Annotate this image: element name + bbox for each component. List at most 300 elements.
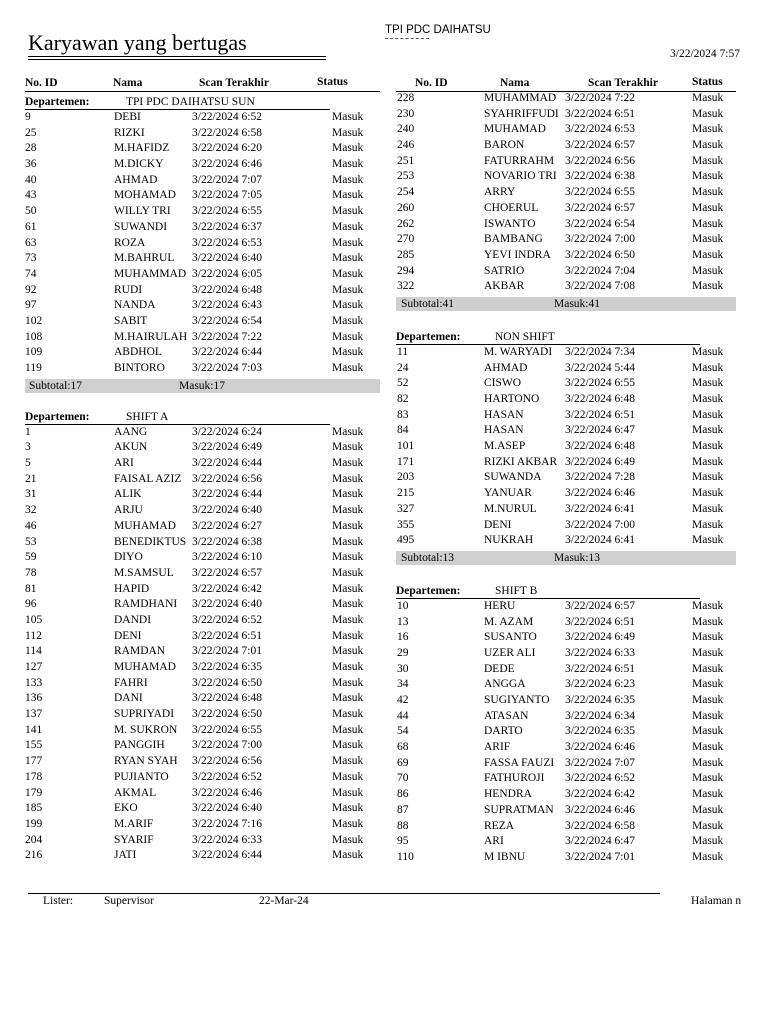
cell-scan-time: 3/22/2024 6:52 bbox=[192, 770, 262, 783]
cell-status: Masuk bbox=[332, 252, 364, 265]
cell-scan-time: 3/22/2024 6:57 bbox=[192, 566, 262, 579]
cell-name: MUHAMAD bbox=[114, 519, 176, 532]
cell-name: SYAHRIFFUDI bbox=[484, 107, 559, 120]
table-row bbox=[25, 786, 380, 802]
cell-name: SUWANDI bbox=[114, 220, 168, 233]
cell-name: HARTONO bbox=[484, 393, 540, 405]
table-row bbox=[396, 486, 736, 502]
cell-id: 87 bbox=[397, 803, 409, 816]
cell-status: Masuk bbox=[332, 582, 364, 595]
table-row bbox=[25, 582, 380, 598]
cell-name: AKBAR bbox=[484, 280, 525, 293]
cell-status: Masuk bbox=[332, 692, 364, 705]
cell-id: 127 bbox=[25, 661, 43, 673]
cell-name: AKUN bbox=[114, 441, 148, 454]
cell-name: ATASAN bbox=[484, 709, 529, 722]
cell-name: AHMAD bbox=[484, 361, 528, 374]
cell-scan-time: 3/22/2024 6:57 bbox=[565, 139, 635, 152]
cell-name: HENDRA bbox=[484, 788, 532, 801]
cell-id: 28 bbox=[25, 142, 37, 155]
table-row bbox=[25, 754, 380, 770]
table-row bbox=[25, 770, 380, 786]
cell-id: 110 bbox=[397, 850, 414, 863]
cell-id: 10 bbox=[397, 599, 409, 612]
cell-status: Masuk bbox=[332, 205, 364, 218]
cell-name: ARRY bbox=[484, 186, 516, 199]
cell-status: Masuk bbox=[692, 440, 724, 453]
cell-status: Masuk bbox=[332, 519, 364, 532]
col-header-id: No. ID bbox=[415, 77, 448, 89]
footer-date: 22-Mar-24 bbox=[259, 895, 309, 907]
cell-status: Masuk bbox=[332, 158, 364, 171]
table-row bbox=[25, 738, 380, 754]
department-header bbox=[25, 409, 380, 425]
cell-status: Masuk bbox=[692, 345, 724, 358]
cell-id: 73 bbox=[25, 252, 37, 265]
cell-status: Masuk bbox=[692, 139, 724, 152]
cell-status: Masuk bbox=[692, 741, 724, 754]
department-section bbox=[396, 583, 736, 866]
cell-name: ARI bbox=[114, 457, 134, 470]
cell-scan-time: 3/22/2024 7:04 bbox=[565, 264, 635, 277]
table-row bbox=[396, 455, 736, 471]
department-label: Departemen: bbox=[25, 96, 90, 108]
cell-status: Masuk bbox=[332, 504, 364, 517]
cell-name: ARIF bbox=[484, 741, 511, 754]
cell-id: 1 bbox=[25, 425, 31, 438]
cell-name: BINTORO bbox=[114, 362, 165, 374]
cell-name: SUWANDA bbox=[484, 471, 542, 484]
cell-scan-time: 3/22/2024 6:51 bbox=[192, 629, 262, 642]
cell-id: 114 bbox=[25, 645, 42, 658]
cell-id: 327 bbox=[397, 502, 415, 515]
cell-scan-time: 3/22/2024 6:44 bbox=[192, 457, 262, 470]
cell-id: 52 bbox=[397, 377, 409, 390]
cell-scan-time: 3/22/2024 6:33 bbox=[192, 833, 262, 846]
cell-name: MUHAMAD bbox=[484, 123, 546, 136]
cell-name: YANUAR bbox=[484, 487, 532, 500]
department-label: Departemen: bbox=[25, 410, 90, 423]
cell-name: RAMDHANI bbox=[114, 598, 178, 611]
cell-status: Masuk bbox=[692, 471, 724, 484]
cell-status: Masuk bbox=[692, 154, 724, 167]
department-label: Departemen: bbox=[396, 584, 461, 597]
table-row bbox=[25, 676, 380, 692]
company-underline bbox=[385, 38, 429, 39]
cell-scan-time: 3/22/2024 6:46 bbox=[192, 786, 262, 799]
cell-id: 171 bbox=[397, 455, 415, 468]
cell-scan-time: 3/22/2024 6:58 bbox=[565, 819, 635, 832]
cell-status: Masuk bbox=[692, 709, 724, 722]
cell-id: 54 bbox=[397, 725, 409, 738]
table-row bbox=[396, 533, 736, 549]
cell-name: SATRIO bbox=[484, 264, 525, 277]
cell-id: 133 bbox=[25, 676, 43, 689]
cell-name: ABDHOL bbox=[114, 346, 162, 359]
cell-id: 253 bbox=[397, 170, 415, 183]
department-header bbox=[25, 94, 380, 110]
department-section bbox=[25, 94, 380, 393]
cell-status: Masuk bbox=[692, 280, 724, 293]
cell-status: Masuk bbox=[332, 708, 364, 721]
cell-status: Masuk bbox=[692, 170, 724, 183]
table-row bbox=[396, 819, 736, 835]
cell-name: MOHAMAD bbox=[114, 189, 176, 202]
table-row bbox=[396, 361, 736, 377]
cell-name: RAMDAN bbox=[114, 645, 166, 658]
cell-id: 215 bbox=[397, 487, 415, 500]
table-row bbox=[25, 330, 380, 346]
cell-id: 21 bbox=[25, 472, 37, 485]
cell-scan-time: 3/22/2024 6:38 bbox=[565, 170, 635, 183]
cell-scan-time: 3/22/2024 6:46 bbox=[565, 803, 635, 816]
cell-status: Masuk bbox=[692, 248, 724, 261]
table-row bbox=[396, 693, 736, 709]
cell-name: M IBNU bbox=[484, 850, 526, 863]
cell-name: M.DICKY bbox=[114, 158, 164, 171]
cell-id: 136 bbox=[25, 692, 43, 705]
cell-status: Masuk bbox=[692, 534, 724, 547]
table-row bbox=[25, 566, 380, 582]
cell-id: 68 bbox=[397, 741, 409, 754]
department-name: SHIFT B bbox=[495, 584, 538, 597]
cell-name: YEVI INDRA bbox=[484, 248, 551, 261]
col-header-scan: Scan Terakhir bbox=[199, 77, 269, 89]
cell-status: Masuk bbox=[332, 755, 364, 768]
cell-scan-time: 3/22/2024 7:16 bbox=[192, 817, 262, 830]
table-row bbox=[25, 220, 380, 236]
table-row bbox=[396, 518, 736, 534]
cell-scan-time: 3/22/2024 6:40 bbox=[192, 252, 262, 265]
cell-status: Masuk bbox=[692, 518, 724, 531]
cell-name: SUPRIYADI bbox=[114, 708, 175, 721]
cell-id: 178 bbox=[25, 770, 43, 783]
cell-id: 82 bbox=[397, 393, 409, 405]
cell-id: 96 bbox=[25, 598, 37, 611]
cell-scan-time: 3/22/2024 5:44 bbox=[565, 361, 635, 374]
cell-scan-time: 3/22/2024 7:22 bbox=[565, 92, 635, 104]
cell-name: ARI bbox=[484, 835, 504, 848]
cell-scan-time: 3/22/2024 6:47 bbox=[565, 424, 635, 437]
cell-name: M.BAHRUL bbox=[114, 252, 175, 265]
cell-scan-time: 3/22/2024 6:46 bbox=[565, 487, 635, 500]
cell-scan-time: 3/22/2024 6:54 bbox=[565, 217, 635, 230]
table-row bbox=[25, 204, 380, 220]
table-row bbox=[396, 787, 736, 803]
cell-name: M.HAIRULAH bbox=[114, 330, 188, 343]
cell-name: DENI bbox=[484, 518, 512, 531]
cell-id: 495 bbox=[397, 534, 415, 547]
cell-scan-time: 3/22/2024 6:37 bbox=[192, 220, 262, 233]
cell-name: ARJU bbox=[114, 504, 143, 517]
department-name: TPI PDC DAIHATSU SUN bbox=[126, 96, 255, 108]
table-row bbox=[396, 771, 736, 787]
cell-id: 13 bbox=[397, 615, 409, 628]
cell-name: SUPRATMAN bbox=[484, 803, 554, 816]
table-row bbox=[396, 232, 736, 248]
cell-id: 42 bbox=[397, 694, 409, 706]
cell-scan-time: 3/22/2024 6:42 bbox=[565, 788, 635, 801]
cell-scan-time: 3/22/2024 6:35 bbox=[565, 694, 635, 706]
cell-name: MUHAMAD bbox=[114, 661, 176, 673]
cell-name: DENI bbox=[114, 629, 142, 642]
table-row bbox=[25, 691, 380, 707]
cell-id: 204 bbox=[25, 833, 43, 846]
table-row bbox=[396, 439, 736, 455]
cell-status: Masuk bbox=[332, 173, 364, 186]
cell-status: Masuk bbox=[692, 233, 724, 246]
cell-scan-time: 3/22/2024 6:56 bbox=[192, 472, 262, 485]
table-row bbox=[25, 188, 380, 204]
subtotal-bar bbox=[25, 379, 380, 393]
table-row bbox=[25, 660, 380, 676]
department-name: NON SHIFT bbox=[495, 330, 555, 343]
cell-status: Masuk bbox=[692, 725, 724, 738]
cell-status: Masuk bbox=[692, 615, 724, 628]
company-name: TPI PDC DAIHATSU bbox=[385, 24, 491, 36]
cell-scan-time: 3/22/2024 6:51 bbox=[565, 662, 635, 675]
cell-status: Masuk bbox=[692, 123, 724, 136]
cell-name: NUKRAH bbox=[484, 534, 534, 547]
cell-id: 97 bbox=[25, 299, 37, 312]
cell-status: Masuk bbox=[332, 425, 364, 438]
cell-name: EKO bbox=[114, 802, 138, 815]
cell-id: 9 bbox=[25, 111, 31, 123]
cell-scan-time: 3/22/2024 6:40 bbox=[192, 504, 262, 517]
cell-name: DANDI bbox=[114, 613, 152, 626]
cell-id: 31 bbox=[25, 488, 37, 501]
cell-status: Masuk bbox=[692, 850, 724, 863]
cell-id: 109 bbox=[25, 346, 43, 359]
cell-status: Masuk bbox=[332, 472, 364, 485]
cell-name: DEBI bbox=[114, 111, 141, 123]
table-row bbox=[396, 408, 736, 424]
cell-name: WILLY TRI bbox=[114, 205, 171, 218]
cell-status: Masuk bbox=[692, 756, 724, 769]
table-row bbox=[396, 677, 736, 693]
cell-id: 83 bbox=[397, 408, 409, 421]
cell-name: BAMBANG bbox=[484, 233, 543, 246]
cell-name: RYAN SYAH bbox=[114, 755, 178, 768]
table-row bbox=[25, 173, 380, 189]
cell-id: 50 bbox=[25, 205, 37, 218]
cell-scan-time: 3/22/2024 6:55 bbox=[192, 205, 262, 218]
cell-name: ISWANTO bbox=[484, 217, 536, 230]
cell-status: Masuk bbox=[332, 551, 364, 564]
cell-name: UZER ALI bbox=[484, 646, 536, 659]
cell-name: CHOERUL bbox=[484, 201, 539, 214]
cell-status: Masuk bbox=[692, 631, 724, 644]
department-section bbox=[396, 91, 736, 311]
cell-id: 59 bbox=[25, 551, 37, 564]
cell-scan-time: 3/22/2024 7:08 bbox=[565, 280, 635, 293]
table-row bbox=[396, 376, 736, 392]
cell-scan-time: 3/22/2024 6:33 bbox=[565, 646, 635, 659]
cell-status: Masuk bbox=[692, 377, 724, 390]
cell-name: HERU bbox=[484, 599, 516, 612]
table-row bbox=[25, 817, 380, 833]
cell-scan-time: 3/22/2024 6:41 bbox=[565, 502, 635, 515]
cell-scan-time: 3/22/2024 6:55 bbox=[565, 186, 635, 199]
col-header-status: Status bbox=[317, 76, 348, 88]
cell-status: Masuk bbox=[332, 299, 364, 312]
cell-id: 199 bbox=[25, 817, 43, 830]
cell-name: ROZA bbox=[114, 236, 146, 249]
cell-id: 32 bbox=[25, 504, 37, 517]
subtotal-masuk: Masuk:41 bbox=[554, 297, 600, 310]
cell-id: 137 bbox=[25, 708, 43, 721]
table-row bbox=[396, 169, 736, 185]
cell-scan-time: 3/22/2024 6:05 bbox=[192, 267, 262, 280]
table-row bbox=[396, 615, 736, 631]
cell-status: Masuk bbox=[692, 772, 724, 785]
table-row bbox=[396, 107, 736, 123]
cell-status: Masuk bbox=[332, 786, 364, 799]
department-label: Departemen: bbox=[396, 330, 461, 343]
table-row bbox=[25, 298, 380, 314]
cell-scan-time: 3/22/2024 6:56 bbox=[565, 154, 635, 167]
cell-name: BENEDIKTUS bbox=[114, 535, 187, 548]
cell-status: Masuk bbox=[692, 803, 724, 816]
table-row bbox=[396, 599, 736, 615]
table-row bbox=[25, 629, 380, 645]
cell-name: ANGGA bbox=[484, 678, 526, 691]
col-header-name: Nama bbox=[500, 77, 530, 89]
cell-id: 84 bbox=[397, 424, 409, 437]
cell-id: 228 bbox=[397, 92, 415, 104]
cell-scan-time: 3/22/2024 7:01 bbox=[192, 645, 262, 658]
cell-scan-time: 3/22/2024 6:43 bbox=[192, 299, 262, 312]
print-datetime: 3/22/2024 7:57 bbox=[670, 48, 740, 60]
department-name: SHIFT A bbox=[126, 410, 169, 423]
table-row bbox=[396, 423, 736, 439]
cell-status: Masuk bbox=[332, 142, 364, 155]
cell-scan-time: 3/22/2024 6:57 bbox=[565, 201, 635, 214]
cell-status: Masuk bbox=[332, 362, 364, 374]
cell-scan-time: 3/22/2024 6:20 bbox=[192, 142, 262, 155]
cell-name: M.NURUL bbox=[484, 502, 537, 515]
table-row bbox=[25, 345, 380, 361]
cell-scan-time: 3/22/2024 6:27 bbox=[192, 519, 262, 532]
cell-scan-time: 3/22/2024 6:55 bbox=[565, 377, 635, 390]
cell-id: 240 bbox=[397, 123, 415, 136]
cell-id: 34 bbox=[397, 678, 409, 691]
cell-id: 203 bbox=[397, 471, 415, 484]
cell-name: FATHUROJI bbox=[484, 772, 545, 785]
cell-scan-time: 3/22/2024 6:41 bbox=[565, 534, 635, 547]
cell-status: Masuk bbox=[692, 646, 724, 659]
cell-scan-time: 3/22/2024 7:28 bbox=[565, 471, 635, 484]
table-row bbox=[25, 440, 380, 456]
cell-name: SUSANTO bbox=[484, 631, 537, 644]
cell-id: 29 bbox=[397, 646, 409, 659]
cell-scan-time: 3/22/2024 7:01 bbox=[565, 850, 635, 863]
cell-scan-time: 3/22/2024 6:50 bbox=[565, 248, 635, 261]
cell-status: Masuk bbox=[332, 566, 364, 579]
cell-name: M. WARYADI bbox=[484, 345, 553, 358]
cell-scan-time: 3/22/2024 6:52 bbox=[192, 111, 262, 123]
cell-name: FATURRAHM bbox=[484, 154, 555, 167]
cell-status: Masuk bbox=[692, 217, 724, 230]
table-row bbox=[25, 613, 380, 629]
table-row bbox=[396, 834, 736, 850]
table-row bbox=[25, 519, 380, 535]
table-row bbox=[396, 850, 736, 866]
cell-scan-time: 3/22/2024 6:34 bbox=[565, 709, 635, 722]
cell-scan-time: 3/22/2024 6:49 bbox=[565, 455, 635, 468]
cell-name: M. AZAM bbox=[484, 615, 534, 628]
cell-name: RIZKI bbox=[114, 126, 145, 139]
cell-status: Masuk bbox=[332, 645, 364, 658]
table-row bbox=[396, 803, 736, 819]
table-row bbox=[25, 425, 380, 441]
cell-status: Masuk bbox=[692, 393, 724, 405]
table-row bbox=[25, 707, 380, 723]
cell-id: 88 bbox=[397, 819, 409, 832]
subtotal-count: Subtotal:17 bbox=[29, 379, 83, 392]
cell-name: FAHRI bbox=[114, 676, 148, 689]
cell-id: 105 bbox=[25, 613, 43, 626]
table-row bbox=[25, 833, 380, 849]
cell-id: 108 bbox=[25, 330, 43, 343]
cell-name: HASAN bbox=[484, 424, 524, 437]
table-row bbox=[396, 185, 736, 201]
cell-id: 101 bbox=[397, 440, 415, 453]
subtotal-count: Subtotal:13 bbox=[401, 551, 455, 564]
cell-scan-time: 3/22/2024 6:47 bbox=[565, 835, 635, 848]
cell-scan-time: 3/22/2024 7:00 bbox=[565, 233, 635, 246]
table-row bbox=[25, 251, 380, 267]
table-row bbox=[25, 503, 380, 519]
cell-status: Masuk bbox=[332, 613, 364, 626]
cell-scan-time: 3/22/2024 6:51 bbox=[565, 615, 635, 628]
cell-scan-time: 3/22/2024 6:46 bbox=[192, 158, 262, 171]
cell-scan-time: 3/22/2024 6:44 bbox=[192, 488, 262, 501]
cell-name: M.ASEP bbox=[484, 440, 526, 453]
cell-scan-time: 3/22/2024 6:48 bbox=[192, 692, 262, 705]
cell-scan-time: 3/22/2024 7:00 bbox=[192, 739, 262, 752]
cell-scan-time: 3/22/2024 6:52 bbox=[565, 772, 635, 785]
cell-scan-time: 3/22/2024 6:48 bbox=[565, 440, 635, 453]
cell-scan-time: 3/22/2024 6:24 bbox=[192, 425, 262, 438]
cell-scan-time: 3/22/2024 7:22 bbox=[192, 330, 262, 343]
table-row bbox=[25, 361, 380, 377]
cell-status: Masuk bbox=[692, 835, 724, 848]
cell-name: M.ARIF bbox=[114, 817, 154, 830]
cell-scan-time: 3/22/2024 6:53 bbox=[192, 236, 262, 249]
cell-name: AHMAD bbox=[114, 173, 158, 186]
cell-id: 46 bbox=[25, 519, 37, 532]
cell-status: Masuk bbox=[332, 283, 364, 296]
cell-id: 179 bbox=[25, 786, 43, 799]
cell-status: Masuk bbox=[692, 92, 724, 104]
cell-scan-time: 3/22/2024 7:03 bbox=[192, 362, 262, 374]
cell-name: REZA bbox=[484, 819, 515, 832]
cell-id: 185 bbox=[25, 802, 43, 815]
cell-scan-time: 3/22/2024 6:51 bbox=[565, 408, 635, 421]
cell-status: Masuk bbox=[692, 662, 724, 675]
cell-id: 246 bbox=[397, 139, 415, 152]
title-underline bbox=[28, 59, 326, 60]
table-row bbox=[396, 662, 736, 678]
cell-scan-time: 3/22/2024 6:44 bbox=[192, 849, 262, 862]
title-underline bbox=[28, 56, 326, 57]
table-row bbox=[25, 456, 380, 472]
cell-name: SUGIYANTO bbox=[484, 694, 550, 706]
cell-status: Masuk bbox=[332, 676, 364, 689]
cell-id: 254 bbox=[397, 186, 415, 199]
cell-id: 251 bbox=[397, 154, 415, 167]
